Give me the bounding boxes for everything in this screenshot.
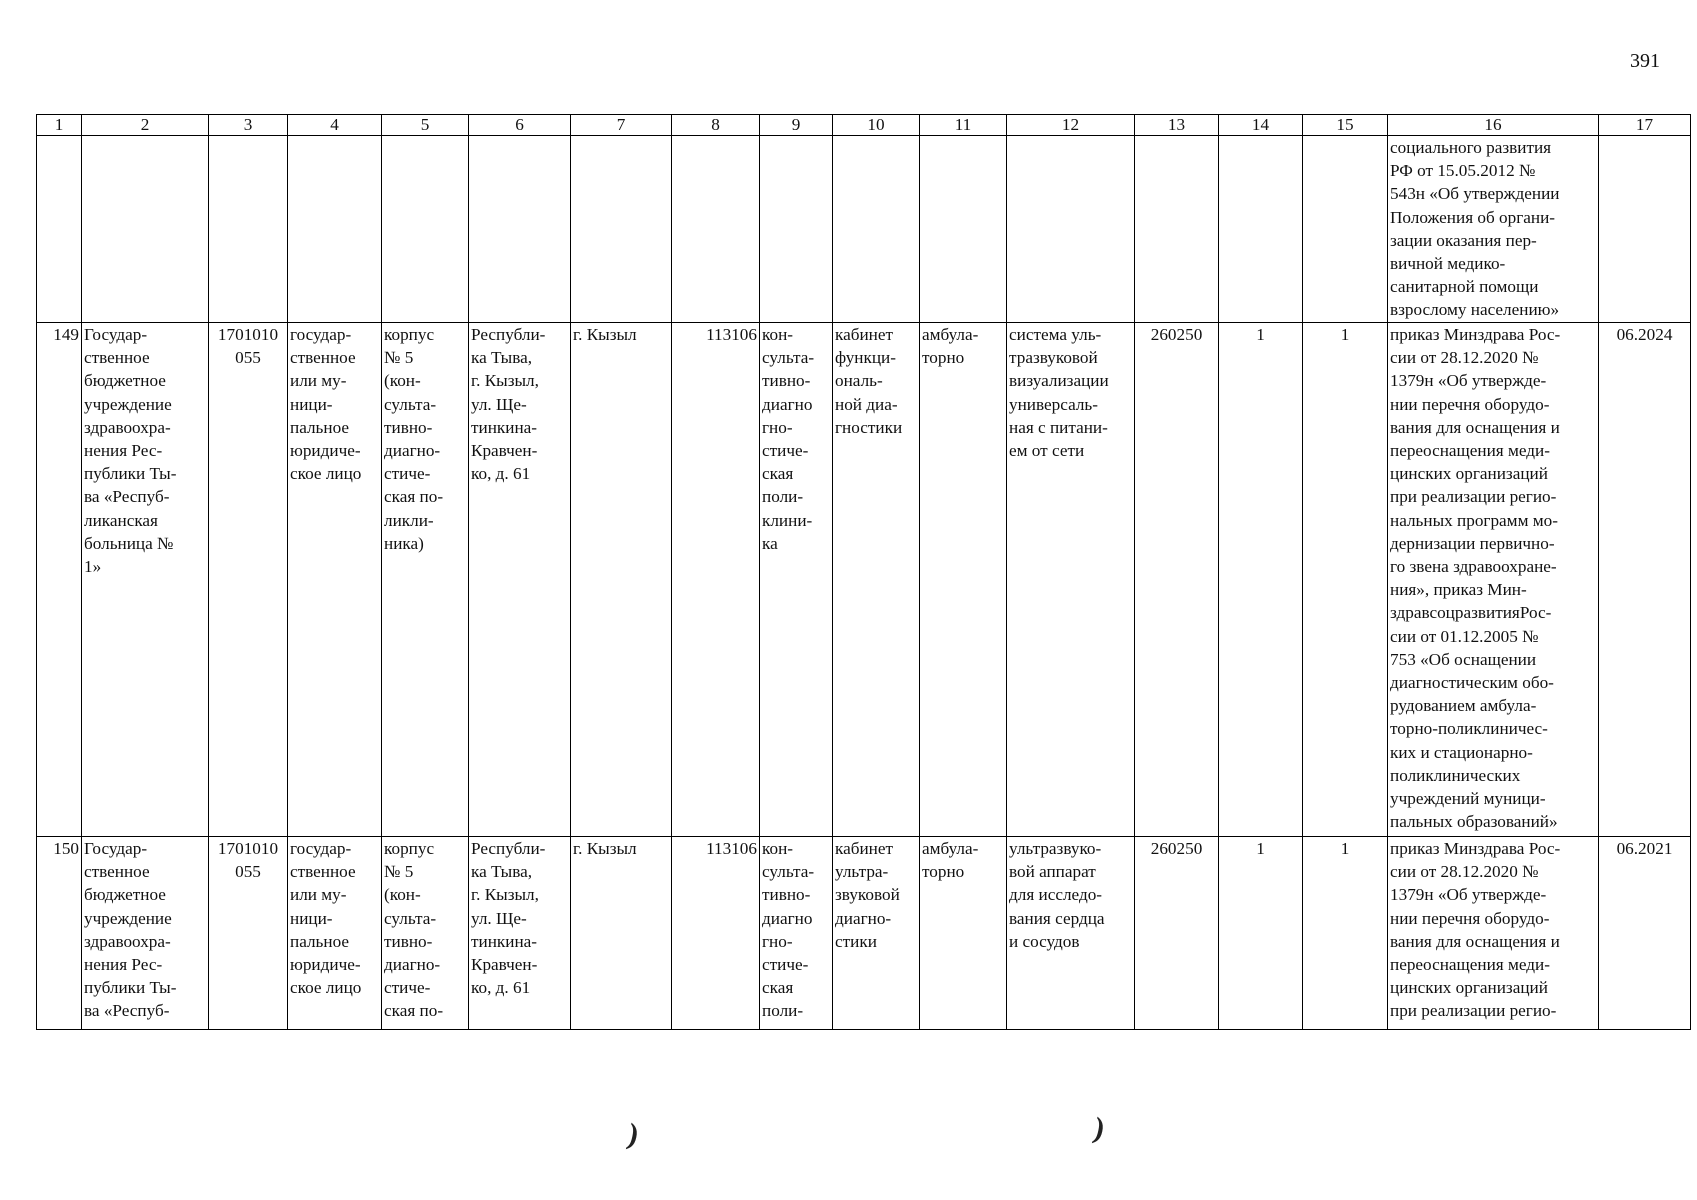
quantity-cell: 1	[1219, 323, 1303, 837]
department-cell: кон- сульта- тивно- диагно гно- стиче- ская поли-	[760, 837, 833, 1030]
handwritten-mark: )	[1090, 1111, 1108, 1146]
column-number: 5	[382, 115, 469, 136]
code-8-cell: 113106	[672, 837, 760, 1030]
equipment-code-cell	[1135, 136, 1219, 323]
city-cell	[571, 136, 672, 323]
institution-name-cell: Государ- ственное бюджетное учреждение здравоохра- нения Рес- публики Ты- ва «Респуб-	[82, 837, 209, 1030]
care-mode-cell: амбула- торно	[920, 323, 1007, 837]
row-number-cell: 150	[37, 837, 82, 1030]
code-cell	[209, 136, 288, 323]
city-cell: г. Кызыл	[571, 323, 672, 837]
quantity-cell	[1219, 136, 1303, 323]
column-number: 10	[833, 115, 920, 136]
column-number: 16	[1388, 115, 1599, 136]
quantity-cell	[1303, 136, 1388, 323]
handwritten-mark: )	[624, 1117, 642, 1152]
equipment-cell: система уль- тразвуковой визуализации универсаль- ная с питани- ем от сети	[1007, 323, 1135, 837]
column-number: 9	[760, 115, 833, 136]
regulation-cell: социального развития РФ от 15.05.2012 № 543н «Об утверждении Положения об органи- зации оказания пер- вичной медико- санитарной помощи взрослому населению»	[1388, 136, 1599, 323]
department-cell	[760, 136, 833, 323]
equipment-cell	[1007, 136, 1135, 323]
care-mode-cell	[920, 136, 1007, 323]
code-cell: 1701010 055	[209, 323, 288, 837]
code-cell: 1701010 055	[209, 837, 288, 1030]
address-cell	[469, 136, 571, 323]
date-cell: 06.2024	[1599, 323, 1691, 837]
code-8-cell: 113106	[672, 323, 760, 837]
column-number: 4	[288, 115, 382, 136]
column-number: 17	[1599, 115, 1691, 136]
column-number: 7	[571, 115, 672, 136]
table-row	[37, 323, 1691, 837]
city-cell: г. Кызыл	[571, 837, 672, 1030]
equipment-cell: ультразвуко- вой аппарат для исследо- вания сердца и сосудов	[1007, 837, 1135, 1030]
regulation-cell: приказ Минздрава Рос- сии от 28.12.2020 № 1379н «Об утвержде- нии перечня оборудо- вания для оснащения и переоснащения меди- цинских организаций при реализации регио-	[1388, 837, 1599, 1030]
column-number: 15	[1303, 115, 1388, 136]
row-number-cell: 149	[37, 323, 82, 837]
equipment-code-cell: 260250	[1135, 837, 1219, 1030]
table-row	[37, 837, 1691, 1030]
column-number: 6	[469, 115, 571, 136]
date-cell	[1599, 136, 1691, 323]
institution-name-cell	[82, 136, 209, 323]
code-8-cell	[672, 136, 760, 323]
legal-form-cell: государ- ственное или му- ници- пальное юридиче- ское лицо	[288, 323, 382, 837]
column-number: 1	[37, 115, 82, 136]
page-number: 391	[1630, 50, 1660, 72]
column-number: 11	[920, 115, 1007, 136]
table-row	[37, 136, 1691, 323]
address-cell: Республи- ка Тыва, г. Кызыл, ул. Ще- тинкина- Кравчен- ко, д. 61	[469, 323, 571, 837]
column-number: 13	[1135, 115, 1219, 136]
column-number: 14	[1219, 115, 1303, 136]
building-cell	[382, 136, 469, 323]
quantity-cell: 1	[1219, 837, 1303, 1030]
legal-form-cell	[288, 136, 382, 323]
quantity-cell: 1	[1303, 837, 1388, 1030]
building-cell: корпус № 5 (кон- сульта- тивно- диагно- стиче- ская по-	[382, 837, 469, 1030]
column-number-row	[37, 115, 1691, 136]
department-cell: кон- сульта- тивно- диагно гно- стиче- ская поли- клини- ка	[760, 323, 833, 837]
column-number: 12	[1007, 115, 1135, 136]
room-cell: кабинет функци- ональ- ной диа- гностики	[833, 323, 920, 837]
column-number: 2	[82, 115, 209, 136]
regulation-cell: приказ Минздрава Рос- сии от 28.12.2020 № 1379н «Об утвержде- нии перечня оборудо- вания для оснащения и переоснащения меди- цинских организаций при реализации регио- нальных программ мо- дернизации первично- го звена здравоохране- ния», приказ Мин- здравсоцразвитияРос- сии от 01.12.2005 № 753 «Об оснащении диагностическим обо- рудованием амбула- торно-поликлиничес- ких и стационарно- поликлинических учреждений муници- пальных образований»	[1388, 323, 1599, 837]
room-cell	[833, 136, 920, 323]
room-cell: кабинет ультра- звуковой диагно- стики	[833, 837, 920, 1030]
address-cell: Республи- ка Тыва, г. Кызыл, ул. Ще- тинкина- Кравчен- ко, д. 61	[469, 837, 571, 1030]
column-number: 8	[672, 115, 760, 136]
equipment-register-table	[36, 114, 1691, 1030]
institution-name-cell: Государ- ственное бюджетное учреждение здравоохра- нения Рес- публики Ты- ва «Респуб- ликанская больница № 1»	[82, 323, 209, 837]
care-mode-cell: амбула- торно	[920, 837, 1007, 1030]
legal-form-cell: государ- ственное или му- ници- пальное юридиче- ское лицо	[288, 837, 382, 1030]
quantity-cell: 1	[1303, 323, 1388, 837]
column-number: 3	[209, 115, 288, 136]
row-number-cell	[37, 136, 82, 323]
date-cell: 06.2021	[1599, 837, 1691, 1030]
building-cell: корпус № 5 (кон- сульта- тивно- диагно- стиче- ская по- ликли- ника)	[382, 323, 469, 837]
equipment-code-cell: 260250	[1135, 323, 1219, 837]
